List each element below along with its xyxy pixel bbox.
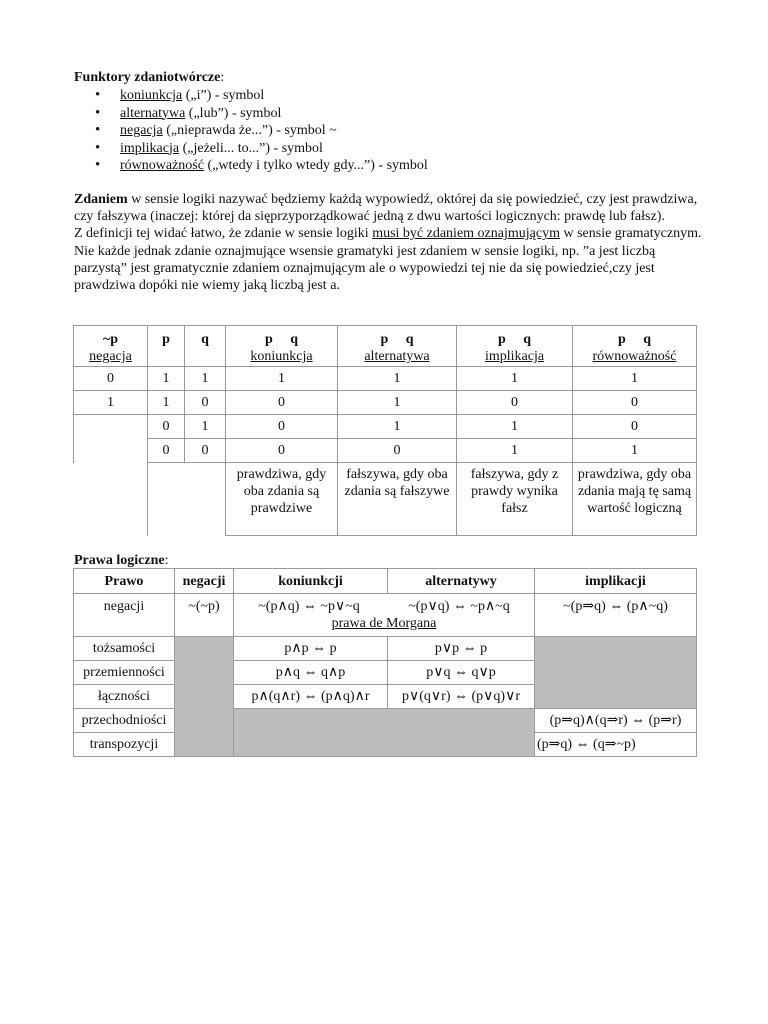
term-koniunkcja: koniunkcja [120,88,183,103]
row-label: łączności [74,685,175,709]
row-label: przechodniości [74,709,175,733]
table-cell: 0 [226,391,338,415]
laws-table [73,568,697,757]
table-cell: 1 [148,367,185,391]
header-cell: p q równoważność [573,326,697,367]
table-row [74,367,697,391]
table-cell: 1 [338,415,457,439]
header-cell: p [148,326,185,367]
header-cell: alternatywy [388,569,535,594]
table-cell: p∨(q∨r) ⇔ (p∨q)∨r [388,685,535,709]
table-cell-empty [74,415,148,439]
table-cell: 0 [338,439,457,463]
table-row-descriptions [74,463,697,536]
table-cell: 0 [74,367,148,391]
table-cell: 0 [573,391,697,415]
table-row [74,415,697,439]
section-title-funktory: Funktory zdaniotwórcze: [74,70,225,85]
gray-cell [535,637,697,709]
header-cell: negacji [175,569,234,594]
funktory-list [74,87,428,175]
header-cell: koniunkcji [234,569,388,594]
table-cell: 0 [185,391,226,415]
row-label: transpozycji [74,733,175,757]
description-alternatywa: fałszywa, gdy oba zdania są fałszywe [338,463,457,536]
list-item: • koniunkcja („i”) - symbol [74,87,428,105]
table-cell-empty [185,463,226,536]
table-cell: 1 [185,367,226,391]
table-cell: p∧(q∧r) ⇔ (p∧q)∧r [234,685,388,709]
paragraph-2: Z definicji tej widać łatwo, że zdanie w sensie logiki musi być zdaniem oznajmującym w sensie gramatycznym. Nie każde jednak zdanie oznajmujące wsensie gramatyki jest zdaniem w sensie logiki, np. ”a jest liczbą parzystą” jest gramatycznie zdaniem oznajmującym ale o wypowiedzi tej nie da się powiedzieć,czy jest prawdziwa dopóki nie wiemy jaką liczbą jest a. [74,226,702,294]
table-cell: ~(p⇒q) ⇔ (p∧~q) [535,594,697,637]
description-implikacja: fałszywa, gdy z prawdy wynika fałsz [457,463,573,536]
table-cell: 0 [185,439,226,463]
description-rownowaznosc: prawdziwa, gdy oba zdania mają tę samą wartość logiczną [573,463,697,536]
term-implikacja: implikacja [120,140,180,156]
table-cell: 1 [74,391,148,415]
row-label: negacji [74,594,175,637]
term-alternatywa: alternatywa [120,105,186,121]
table-cell: 1 [338,367,457,391]
table-cell: 1 [457,415,573,439]
header-cell: Prawo [74,569,175,594]
table-cell: 1 [338,391,457,415]
header-cell: ~p negacja [74,326,148,367]
table-cell-empty [148,463,185,536]
gray-cell [234,709,535,757]
table-cell: 0 [573,415,697,439]
table-cell: (p⇒q)∧(q⇒r) ⇔ (p⇒r) [535,709,697,733]
table-cell: p∨q ⇔ q∨p [388,661,535,685]
table-cell: 1 [573,439,697,463]
laws-table-header [74,569,697,594]
table-cell: p∨p ⇔ p [388,637,535,661]
header-cell: p q implikacja [457,326,573,367]
table-cell: 1 [457,367,573,391]
table-cell: 1 [457,439,573,463]
table-cell: 0 [226,439,338,463]
header-cell: p q alternatywa [338,326,457,367]
table-cell: 0 [457,391,573,415]
table-cell-empty [74,463,148,536]
list-item: • implikacja („jeżeli... to...”) - symbol [74,140,428,158]
table-row [74,391,697,415]
truth-table-header [74,326,697,367]
header-cell: implikacji [535,569,697,594]
paragraph-1: Zdaniem w sensie logiki nazywać będziemy każdą wypowiedź, októrej da się powiedzieć, czy jest prawdziwa, czy fałszywa (inaczej: której da sięprzyporządkować jedną z dwu wartości logicznych: prawdę lub fałsz). [74,192,698,225]
table-cell: p∧q ⇔ q∧p [234,661,388,685]
table-row [74,637,697,661]
table-cell: 1 [148,391,185,415]
table-cell: 1 [226,367,338,391]
section-title-prawa: Prawa logiczne: [74,553,169,568]
table-row [74,709,697,733]
table-row-negacji [74,594,697,637]
list-item: • alternatywa („lub”) - symbol [74,105,428,123]
table-cell: ~(~p) [175,594,234,637]
description-koniunkcja: prawdziwa, gdy oba zdania są prawdziwe [226,463,338,536]
table-cell: (p⇒q) ⇔ (q⇒~p) [535,733,697,757]
gray-cell [175,637,234,757]
table-cell-empty [74,439,148,463]
table-cell: 0 [148,415,185,439]
de-morgan-label: prawa de Morgana [331,616,437,631]
list-item: • negacja („nieprawda że...”) - symbol ~ [74,122,428,140]
de-morgan-cell: ~(p∧q) ⇔ ~p∨~q ~(p∨q) ⇔ ~p∧~q prawa de Morgana [234,594,535,637]
term-rownowaznosc: równoważność [120,158,204,173]
header-cell: q [185,326,226,367]
header-cell: p q koniunkcja [226,326,338,367]
table-cell: 0 [226,415,338,439]
list-item: • równoważność („wtedy i tylko wtedy gdy...”) - symbol [74,157,428,175]
row-label: tożsamości [74,637,175,661]
truth-table [73,325,697,536]
term-negacja: negacja [120,123,163,138]
table-row [74,439,697,463]
definition-paragraph [74,191,704,294]
table-cell: 1 [573,367,697,391]
table-cell: 1 [185,415,226,439]
table-cell: p∧p ⇔ p [234,637,388,661]
row-label: przemienności [74,661,175,685]
table-cell: 0 [148,439,185,463]
